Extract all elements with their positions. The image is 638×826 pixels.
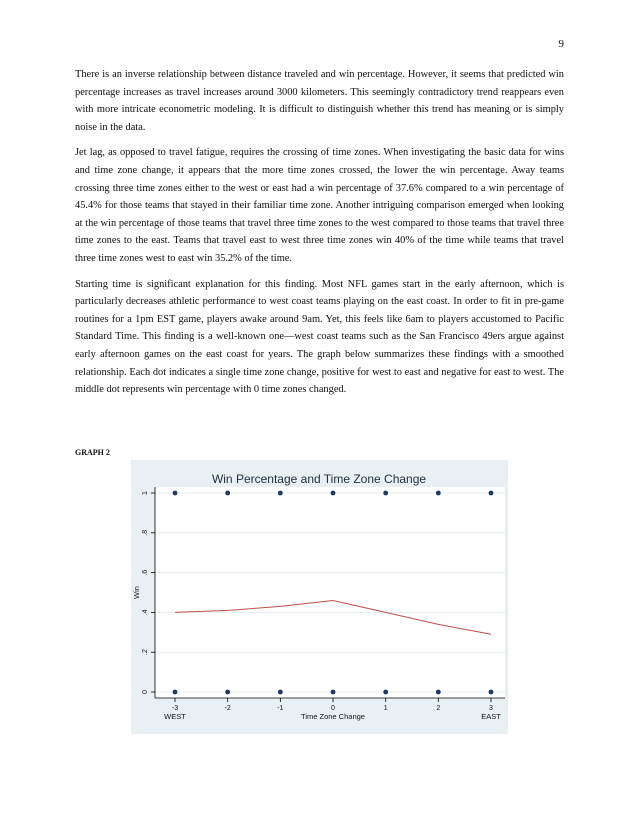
x-end-label-east: EAST xyxy=(481,712,501,721)
data-point xyxy=(331,690,336,695)
data-point xyxy=(173,491,178,496)
paragraph-2: Jet lag, as opposed to travel fatigue, requires the crossing of time zones. When investigating the basic data for wins and time zone change, it appears that the more time zones crossed, the lower the win percentage. Away teams crossing three time zones either to the west or east had a win percentage of 37.6% compared to a win percentage of 45.4% for those teams that stayed in their familiar time zone. Another intriguing comparison emerged when looking at the win percentage of those teams that travel three time zones to the west compared to those teams that travel three time zones to the east. Teams that travel east to west three time zones win 40% of the time while teams that travel three time zones west to east win 35.2% of the time. xyxy=(75,147,564,264)
paragraph-3: Starting time is significant explanation for this finding. Most NFL games start in the early afternoon, which is particularly decreases athletic performance to west coast teams playing on the east coast. In order to fit in pre-game routines for a 1pm EST game, players awake around 9am. Yet, this feels like 6am to players accustomed to Pacific Standard Time. This finding is a well-known one—west coast teams such as the San Francisco 49ers argue against early afternoon games on the east coast for years. The graph below summarizes these findings with a smoothed relationship. Each dot indicates a single time zone change, positive for west to east and negative for east to west. The middle dot represents win percentage with 0 time zones changed. xyxy=(75,278,564,396)
data-point xyxy=(489,491,494,496)
x-tick-label: -1 xyxy=(277,705,284,712)
page-number: 9 xyxy=(558,38,564,50)
data-point xyxy=(225,491,230,496)
y-tick-label: .8 xyxy=(142,529,149,536)
data-point xyxy=(278,491,283,496)
y-tick-label: .6 xyxy=(142,569,149,576)
chart-svg xyxy=(131,460,508,734)
body-text xyxy=(75,66,564,407)
chart-title: Win Percentage and Time Zone Change xyxy=(211,472,427,486)
data-point xyxy=(383,690,388,695)
chart-figure xyxy=(131,460,508,734)
plot-area xyxy=(155,487,505,698)
y-tick-label: 0 xyxy=(142,690,149,694)
data-point xyxy=(278,690,283,695)
paragraph-1: There is an inverse relationship between distance traveled and win percentage. However, it seems that predicted win percentage increases as travel increases around 3000 kilometers. This seemingly contradictory trend reappears even with more intricate econometric modeling. It is difficult to distinguish whether this trend has meaning or is simply noise in the data. xyxy=(75,69,564,133)
data-point xyxy=(225,690,230,695)
x-end-label-west: WEST xyxy=(164,712,186,721)
graph-label: GRAPH 2 xyxy=(75,448,110,457)
x-tick-label: 3 xyxy=(489,705,493,712)
x-tick-label: 0 xyxy=(331,705,335,712)
y-axis-label: Win xyxy=(132,586,141,599)
x-tick-label: -2 xyxy=(224,705,231,712)
x-tick-label: 2 xyxy=(436,705,441,712)
x-tick-label: 1 xyxy=(383,705,388,712)
y-tick-label: 1 xyxy=(142,491,149,495)
data-point xyxy=(331,491,336,496)
y-tick-label: .2 xyxy=(142,649,149,656)
data-point xyxy=(489,690,494,695)
x-tick-label: -3 xyxy=(171,705,179,712)
data-point xyxy=(383,491,388,496)
data-point xyxy=(436,491,441,496)
x-axis-label: Time Zone Change xyxy=(301,712,365,721)
data-point xyxy=(436,690,441,695)
y-tick-label: .4 xyxy=(142,609,149,616)
data-point xyxy=(173,690,178,695)
